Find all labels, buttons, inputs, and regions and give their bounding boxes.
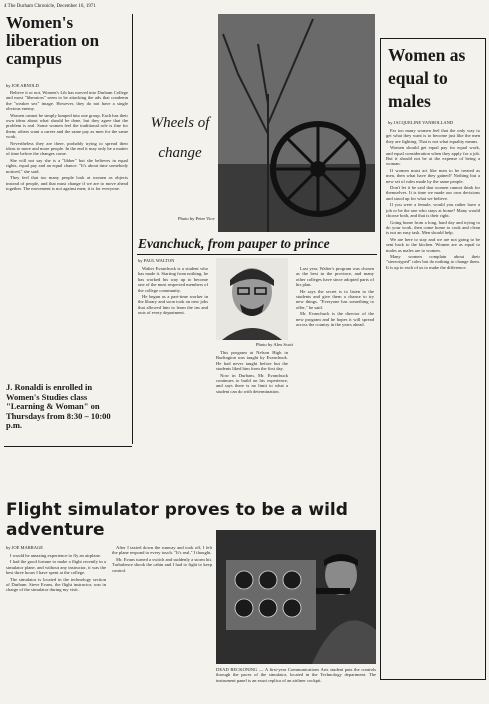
paragraph: Women cannot be simply lumped into one group. Each has their own ideas about what should be done, but they agree that the problem is real. Some women feel the traditional role is fine for them; others want a career and the same pay as men for the same work. xyxy=(6,112,128,140)
paragraph: After I taxied down the runway and took off, I felt the plane respond to every touch. "It's real," I thought. xyxy=(112,545,212,556)
paragraph: Mr. Evans turned a switch and suddenly a storm hit. Turbulence shook the cabin and I had to fight to keep control. xyxy=(112,556,212,573)
paragraph: They feel that too many people look at women as objects instead of people, and that must change if we are to move ahead together. The movement is not against men; it is for everyone. xyxy=(6,175,128,191)
cockpit-image xyxy=(216,530,376,664)
paragraph: Don't let it be said that women cannot think for themselves. It is time we made our own decisions and stood up for what we believe. xyxy=(386,185,480,201)
paragraph: If you were a female, would you rather have a job or be the one who stays at home? Many would choose both, and that is their right. xyxy=(386,202,480,219)
byline: by JACQUELINE VANHOLLAND xyxy=(388,120,454,125)
evanchuck-portrait xyxy=(216,258,288,340)
article-body-evanchuck-col2 xyxy=(216,350,288,490)
paragraph: He began as a part-time worker in the library and soon took on new jobs that allowed him to learn the ins and outs of every department. xyxy=(138,294,208,316)
portrait-image xyxy=(216,258,288,340)
paragraph: Last year, Walter's program was chosen as the best in the province, and many other colleges have since adopted parts of his plan. xyxy=(296,266,374,288)
paragraph: Believe it or not, Women's Lib has moved into Durham College and most "liberators" seem to be attacking the ads that condemn the "weaker sex" image. However, they do not have a single obvious enemy. xyxy=(6,90,128,112)
paragraph: Nevertheless they are there, probably trying to spread their ideas to more and more people. In the end it may only be a matter of time before the changes come. xyxy=(6,140,128,157)
byline: by JOE MARRAGE xyxy=(6,545,44,550)
article-body-evanchuck-col3 xyxy=(296,266,374,490)
article-body-womens-liberation xyxy=(6,90,128,380)
paragraph: Far too many women feel that the only way to get what they want is to become just like the men they are fighting. That is not what equality means. xyxy=(386,128,480,144)
simulator-photo xyxy=(216,530,376,664)
paragraph: If women must act like men to be treated as men, then what have they gained? Nothing but a new set of rules made by the same people. xyxy=(386,167,480,184)
paragraph: I would be amazing experience to fly an airplane. xyxy=(10,553,101,558)
divider xyxy=(4,446,132,447)
article-body-flight-col1 xyxy=(6,553,106,693)
headline-womens-liberation: Women's liberation on campus xyxy=(6,13,100,68)
wheels-credit: Photo by Peter Vice xyxy=(178,216,215,221)
byline: by JOE ARNOLD xyxy=(6,83,40,88)
paragraph: Mr. Evanchuck is the director of the new program and he hopes it will spread across the country in the years ahead. xyxy=(296,311,374,328)
paragraph: I had the good fortune to make a flight recently in a simulator plane, and without any instructor, it was the best three hours I have spent at the college. xyxy=(6,559,106,576)
paragraph: This program at Nelson High in Burlington was taught by Evanchuck. He had never taught before but the students liked him from the first day. xyxy=(216,350,288,372)
paragraph: Now in Durham, Mr. Evanchuck continues to build on his experience, and says there is no limit to what a student can do with determination. xyxy=(216,372,288,394)
paragraph: Walter Evanchuck is a student who has made it. Starting from nothing, he has worked his way up to become one of the most respected members of the college community. xyxy=(138,266,208,293)
simulator-caption xyxy=(216,667,376,697)
caption-text: DEAD RECKONING — A first-year Communications Arts student puts the controls through the paces of the simulator, located in the Technology department. The instrument panel is an exact replica of an airliner cockpit. xyxy=(216,667,376,683)
paragraph: Many women complain about their "stereotyped" roles but do nothing to change them. It is up to each of us to make the difference. xyxy=(386,253,480,270)
divider xyxy=(137,254,377,255)
paragraph: She will not say she is a "libber" but she believes in equal rights, equal pay and an equal chance. "It's about time somebody noticed," she said. xyxy=(6,157,128,174)
paragraph: The simulator is located in the technology section of Durham. Steve Evans, the flight instructor, was in charge of the simulator during my visit. xyxy=(6,576,106,593)
headline-flight-simulator: Flight simulator proves to be a wild adventure xyxy=(6,500,348,540)
paragraph: He says the secret is to listen to the students and give them a chance to try new things. "Everyone has something to offer," he said. xyxy=(296,288,374,310)
headline-evanchuck: Evanchuck, from pauper to prince xyxy=(138,236,330,251)
paragraph: Going home from a long, hard day and trying to do your work, then come home to cook and clean is not an easy task. Men should help. xyxy=(386,219,480,236)
course-notice: J. Ronaldi is enrolled in Women's Studies class "Learning & Woman" on Thursdays from 8:30 – 10:00 p.m. xyxy=(6,382,111,430)
article-body-women-equal xyxy=(386,128,480,673)
wheels-title: Wheels of change xyxy=(150,115,210,161)
article-body-evanchuck-col1 xyxy=(138,266,208,490)
byline: by PAUL WALTON xyxy=(138,258,175,263)
article-body-flight-col2 xyxy=(112,545,212,693)
evanchuck-photo-credit: Photo by Alex Scott xyxy=(256,342,293,347)
paragraph: We are here to stay and we are not going to be sent back to the kitchen. Women are as equal to males as males are to women. xyxy=(386,236,480,253)
column-rule xyxy=(132,14,133,444)
paragraph: Women should get equal pay for equal work, and equal consideration when they apply for a job. But it should not be at the expense of being a woman. xyxy=(386,145,480,167)
running-head: 4 The Durham Chronicle, December 16, 1971 xyxy=(4,4,96,9)
headline-women-equal: Women as equal to males xyxy=(388,45,466,111)
